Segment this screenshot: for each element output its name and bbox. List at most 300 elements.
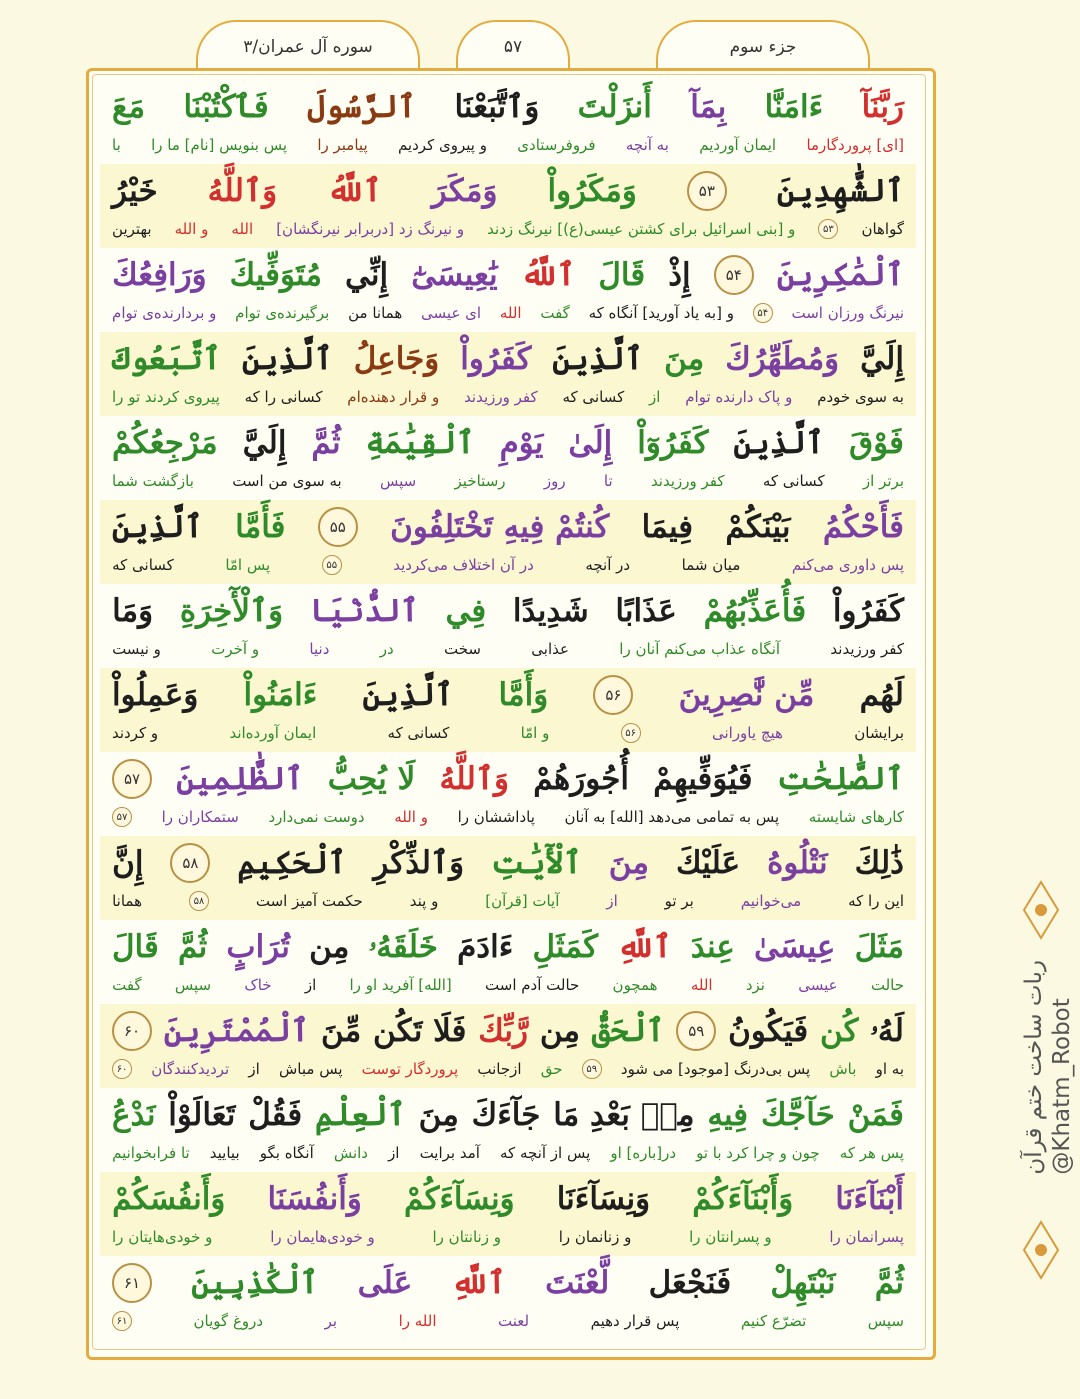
translation-word: پس مباش <box>278 1060 343 1078</box>
arabic-word: تَعَالَوْاْ <box>168 1097 236 1133</box>
arabic-word: فَٱكْتُبْنَا <box>183 89 269 125</box>
arabic-word: ٱلَّذِينَ <box>112 509 203 545</box>
translation-word: پس هر که <box>839 1144 904 1162</box>
translation-word: از <box>606 892 618 910</box>
translation-word: آمد برایت <box>419 1144 480 1162</box>
arabic-word: ٱلْمُمْتَرِينَ <box>163 1013 310 1049</box>
arabic-word: شَدِيدًا <box>512 593 589 629</box>
arabic-word: أَنزَلْتَ <box>577 89 652 125</box>
arabic-word: وَٱللَّهُ <box>439 761 509 797</box>
translation-word: الله <box>231 220 254 238</box>
translation-word: خاک <box>244 976 272 994</box>
translation-word: همانا <box>112 892 143 910</box>
arabic-word: مِن <box>309 929 350 965</box>
persian-translation <box>112 1308 904 1334</box>
arabic-word: ٱلْمَٰكِرِينَ <box>776 257 904 293</box>
persian-translation <box>112 636 904 662</box>
translation-word: پس داوری می‌کنم <box>791 556 904 574</box>
arabic-word: عِندَ <box>690 929 735 965</box>
translation-word: الله <box>690 976 713 994</box>
ayah-number-marker: ۵۹ <box>582 1059 602 1079</box>
translation-word: پس امّا <box>225 556 271 574</box>
verse-line <box>100 584 916 668</box>
arabic-word: وَنِسَآءَكُمْ <box>403 1181 515 1217</box>
persian-translation <box>112 216 904 242</box>
arabic-word: كُنتُمْ فِيهِ تَخْتَلِفُونَ <box>390 509 610 545</box>
arabic-word: مِنَ <box>664 341 705 377</box>
ayah-number-marker: ۵۵ <box>322 555 342 575</box>
arabic-word: أَبْنَآءَنَا <box>835 1181 904 1217</box>
arabic-word: وَأَنفُسَكُمْ <box>112 1181 226 1217</box>
arabic-word: بِمَآ <box>690 89 727 125</box>
arabic-word: ثُمَّ <box>874 1265 904 1301</box>
ayah-number-marker: ۵۵ <box>318 507 358 547</box>
ayah-number-marker: ۵۸ <box>170 843 210 883</box>
arabic-word: وَٱللَّهُ <box>207 173 278 209</box>
arabic-word: ٱللَّهُ <box>327 173 382 209</box>
arabic-word: تُرَابٍ <box>226 929 290 965</box>
arabic-word: ءَامَنُواْ <box>243 677 318 713</box>
arabic-text <box>112 338 904 380</box>
translation-word: گفت <box>112 976 142 994</box>
arabic-word: وَمَا <box>112 593 154 629</box>
verse-line <box>100 80 916 164</box>
arabic-word: وَمَكَرُواْ <box>547 173 637 209</box>
translation-word: و زنانتان را <box>432 1228 501 1246</box>
translation-word: حالت <box>870 976 904 994</box>
translation-word: و خودی‌هایمان را <box>270 1228 375 1246</box>
translation-word: و زنانمان را <box>558 1228 632 1246</box>
arabic-word: ٱلْحَقُّ <box>591 1013 665 1049</box>
translation-word: همچون <box>612 976 658 994</box>
surah-label: سوره آل عمران/۳ <box>196 20 420 72</box>
translation-word: کسانی که <box>387 724 450 742</box>
ayah-number-marker: ۵۷ <box>112 807 132 827</box>
translation-word: عیسی <box>798 976 838 994</box>
arabic-word: قَالَ <box>112 929 159 965</box>
watermark <box>1020 960 1076 1175</box>
translation-word: پس از آنچه که <box>500 1144 591 1162</box>
arabic-word: إِذْ <box>668 257 691 293</box>
translation-word: و قرار دهنده‌ام <box>347 388 440 406</box>
translation-word: و پسرانتان را <box>689 1228 772 1246</box>
translation-word: ازجانب <box>477 1060 522 1078</box>
arabic-word: لَهُم <box>859 677 904 713</box>
arabic-word: ٱتَّبَعُوكَ <box>112 341 222 377</box>
translation-word: الله را <box>398 1312 437 1330</box>
translation-word: بر <box>324 1312 338 1330</box>
arabic-word: كَفَرُواْ <box>832 593 904 629</box>
translation-word: کسانی که <box>562 388 625 406</box>
translation-word: و آخرت <box>211 640 260 658</box>
ayah-number-marker: ۵۹ <box>676 1011 716 1051</box>
translation-word: و [به یاد آورید] آنگاه که <box>588 304 734 322</box>
translation-word: آنگاه عذاب می‌کنم آنان را <box>619 640 781 658</box>
arabic-word: رَبَّنَآ <box>861 89 904 125</box>
verse-line <box>100 1256 916 1340</box>
arabic-word: ٱلظَّٰلِمِينَ <box>176 761 304 797</box>
arabic-word: ٱلَّذِينَ <box>552 341 644 377</box>
translation-word: در آنچه <box>585 556 631 574</box>
arabic-word: مَعَ <box>112 89 146 125</box>
translation-word: پس بی‌درنگ [موجود] می شود <box>620 1060 811 1078</box>
translation-word: پیامبر را <box>317 136 368 154</box>
ayah-number-marker: ۶۱ <box>112 1311 132 1331</box>
translation-word: با <box>112 136 121 154</box>
arabic-word: ثُمَّ <box>177 929 208 965</box>
arabic-word: فَأَحْكُمُ <box>822 509 904 545</box>
arabic-word: عَلَيْكَ <box>675 845 741 881</box>
translation-word: بر تو <box>664 892 694 910</box>
translation-word: به آنچه <box>625 136 669 154</box>
translation-word: و کردند <box>112 724 159 742</box>
arabic-word: ٱلصَّٰلِحَٰتِ <box>776 761 904 797</box>
translation-word: و پند <box>409 892 439 910</box>
translation-word: و پیروی کردیم <box>397 136 487 154</box>
arabic-word: ٱلدُّنْيَا <box>309 593 419 629</box>
arabic-word: فَأَمَّا <box>235 509 286 545</box>
ayah-number-marker: ۵۳ <box>687 171 727 211</box>
translation-word: دروغ گویان <box>193 1312 264 1330</box>
ayah-number-marker: ۵۳ <box>818 219 838 239</box>
arabic-word: ٱللَّهِ <box>617 929 672 965</box>
translation-word: کفر ورزیدند <box>650 472 725 490</box>
verse-line <box>100 668 916 752</box>
translation-word: از <box>248 1060 260 1078</box>
translation-word: ای عیسی <box>421 304 482 322</box>
verse-line <box>100 248 916 332</box>
arabic-word: مِنۢ بَعْدِ مَا <box>553 1097 695 1133</box>
arabic-word: كَمَثَلِ <box>532 929 598 965</box>
arabic-word: فَلَا تَكُن <box>372 1013 467 1049</box>
verse-line <box>100 836 916 920</box>
translation-word: برتر از <box>862 472 904 490</box>
verse-line <box>100 332 916 416</box>
translation-word: سپس <box>867 1312 904 1330</box>
arabic-word: مِنَ <box>608 845 649 881</box>
translation-word: تا <box>603 472 613 490</box>
arabic-word: ثُمَّ <box>311 425 341 461</box>
persian-translation <box>112 384 904 410</box>
verse-line <box>100 1088 916 1172</box>
arabic-word: ٱلْعِلْمِ <box>314 1097 406 1133</box>
translation-word: کسانی را که <box>244 388 323 406</box>
arabic-word: ذَٰلِكَ <box>854 845 904 881</box>
arabic-word: فِيمَا <box>641 509 694 545</box>
persian-translation <box>112 804 904 830</box>
arabic-word: وَمَكَرَ <box>431 173 498 209</box>
translation-word: و خودی‌هایتان را <box>112 1228 213 1246</box>
translation-word: برگیرنده‌ی توام <box>235 304 330 322</box>
translation-word: و بردارنده‌ی توام <box>112 304 217 322</box>
ayah-number-marker: ۶۰ <box>112 1059 132 1079</box>
juz-label: جزء سوم <box>656 20 870 72</box>
arabic-word: وَنِسَآءَنَا <box>556 1181 651 1217</box>
arabic-word: كُن <box>820 1013 859 1049</box>
arabic-text <box>112 1094 904 1136</box>
arabic-word: ٱلْأٓيَٰتِ <box>491 845 582 881</box>
translation-word: پس به تمامی می‌دهد [الله] به آنان <box>564 808 780 826</box>
arabic-word: مِّن نَّٰصِرِينَ <box>678 677 815 713</box>
translation-word: از <box>649 388 661 406</box>
arabic-word: مُتَوَفِّيكَ <box>229 257 322 293</box>
arabic-text <box>112 674 904 716</box>
arabic-word: قَالَ <box>598 257 646 293</box>
translation-word: می‌خوانیم <box>740 892 802 910</box>
arabic-word: وَجَاعِلُ <box>353 341 440 377</box>
persian-translation <box>112 1140 904 1166</box>
arabic-word: فَقُلْ <box>248 1097 303 1133</box>
translation-word: بازگشت شما <box>112 472 194 490</box>
translation-word: گفت <box>540 304 570 322</box>
arabic-word: فَيَكُونُ <box>728 1013 809 1049</box>
translation-word: تضرّع کنیم <box>740 1312 807 1330</box>
verse-line <box>100 1172 916 1256</box>
arabic-word: ٱلْقِيَٰمَةِ <box>365 425 475 461</box>
arabic-word: كَفَرُواْ <box>460 341 532 377</box>
translation-word: باش <box>829 1060 857 1078</box>
arabic-word: ٱلْحَكِيمِ <box>237 845 347 881</box>
arabic-text <box>112 1010 904 1052</box>
ayah-number-marker: ۵۶ <box>593 675 633 715</box>
arabic-word: مِنَ <box>418 1097 459 1133</box>
arabic-text <box>112 758 904 800</box>
translation-word: سخت <box>443 640 481 658</box>
arabic-text <box>112 506 904 548</box>
arabic-word: رَّبِّكَ <box>478 1013 528 1049</box>
arabic-word: جَآءَكَ <box>471 1097 541 1133</box>
arabic-word: لَّعْنَتَ <box>545 1265 610 1301</box>
translation-word: دنیا <box>309 640 330 658</box>
verse-lines <box>100 80 916 1340</box>
arabic-word: وَأَمَّا <box>498 677 549 713</box>
translation-word: به سوی من است <box>232 472 342 490</box>
arabic-word: وَأَبْنَآءَكُمْ <box>692 1181 794 1217</box>
watermark-line2: @Khatm_Robot <box>1049 998 1075 1175</box>
arabic-word: لَهُۥ <box>870 1012 904 1049</box>
arabic-word: كَفَرُوٓاْ <box>637 425 709 461</box>
persian-translation <box>112 972 904 998</box>
arabic-word: ٱلَّذِينَ <box>241 341 333 377</box>
translation-word: به او <box>875 1060 904 1078</box>
arabic-word: أُجُورَهُمْ <box>533 761 630 797</box>
translation-word: رستاخیز <box>454 472 506 490</box>
translation-word: بیایید <box>209 1144 240 1162</box>
arabic-word: وَٱتَّبَعْنَا <box>454 89 540 125</box>
arabic-word: مَثَلَ <box>854 929 904 965</box>
page-number: ۵۷ <box>456 20 570 72</box>
translation-word: و الله <box>174 220 209 238</box>
arabic-word: وَٱلْأٓخِرَةِ <box>179 593 284 629</box>
translation-word: فروفرستادی <box>517 136 596 154</box>
arabic-word: ٱللَّهِ <box>451 1265 506 1301</box>
ayah-number-marker: ۶۱ <box>112 1263 152 1303</box>
translation-word: کفر ورزیدند <box>464 388 538 406</box>
ayah-number-marker: ۵۷ <box>112 759 152 799</box>
arabic-word: ٱلْكَٰذِبِينَ <box>191 1265 319 1301</box>
translation-word: تردیدکنندگان <box>151 1060 230 1078</box>
persian-translation <box>112 300 904 326</box>
arabic-word: خَلَقَهُۥ <box>368 928 438 965</box>
translation-word: و الله <box>394 808 428 826</box>
arabic-word: وَعَمِلُواْ <box>112 677 199 713</box>
arabic-word: ءَامَنَّا <box>764 89 824 125</box>
translation-word: و پاک دارنده توام <box>685 388 793 406</box>
verse-line <box>100 164 916 248</box>
translation-word: الله <box>499 304 522 322</box>
ornament-icon <box>1022 880 1060 940</box>
arabic-text <box>112 1262 904 1304</box>
translation-word: پسرانمان را <box>829 1228 904 1246</box>
arabic-word: وَأَنفُسَنَا <box>267 1181 362 1217</box>
arabic-word: يَٰعِيسَىٰٓ <box>411 257 498 293</box>
translation-word: و نیست <box>112 640 161 658</box>
arabic-word: خَيْرُ <box>112 173 158 209</box>
arabic-text <box>112 170 904 212</box>
translation-word: آیات [قرآن] <box>485 892 560 910</box>
ayah-number-marker: ۶۰ <box>112 1011 152 1051</box>
arabic-word: إِلَىٰ <box>568 425 613 461</box>
arabic-word: مِن <box>539 1013 581 1049</box>
ayah-number-marker: ۵۴ <box>714 255 754 295</box>
arabic-word: بَيْنَكُمْ <box>725 509 791 545</box>
arabic-word: نَبْتَهِلْ <box>770 1265 836 1301</box>
arabic-word: فَأُعَذِّبُهُمْ <box>703 593 807 629</box>
arabic-word: عِيسَىٰ <box>754 929 836 965</box>
translation-word: در <box>379 640 394 658</box>
translation-word: کفر ورزیدند <box>830 640 904 658</box>
arabic-text <box>112 254 904 296</box>
translation-word: ایمان آورده‌اند <box>229 724 317 742</box>
arabic-word: فِي <box>445 593 487 629</box>
translation-word: از <box>388 1144 400 1162</box>
arabic-word: عَذَابًا <box>615 593 677 629</box>
translation-word: از <box>304 976 317 994</box>
arabic-word: فِيهِ <box>707 1097 749 1133</box>
translation-word: سپس <box>174 976 212 994</box>
ornament-icon <box>1022 1220 1060 1280</box>
arabic-text <box>112 1178 904 1220</box>
ayah-number-marker: ۵۶ <box>621 723 641 743</box>
translation-word: و امّا <box>520 724 550 742</box>
arabic-word: إِلَيَّ <box>860 341 904 377</box>
translation-word: به سوی خودم <box>817 388 904 406</box>
arabic-word: ٱللَّهُ <box>520 257 576 293</box>
translation-word: [ای] پروردگارما <box>806 136 904 154</box>
arabic-text <box>112 842 904 884</box>
arabic-word: مِّنَ <box>320 1013 362 1049</box>
arabic-text <box>112 422 904 464</box>
arabic-word: إِنَّ <box>112 845 144 881</box>
translation-word: این را که <box>848 892 904 910</box>
arabic-word: وَمُطَهِّرُكَ <box>725 341 840 377</box>
arabic-word: يَوْمِ <box>499 425 544 461</box>
translation-word: حق <box>540 1060 563 1078</box>
arabic-word: إِلَيَّ <box>242 425 287 461</box>
translation-word: سپس <box>380 472 417 490</box>
verse-line <box>100 416 916 500</box>
arabic-word: فَوْقَ <box>849 425 904 461</box>
translation-word: ستمکاران را <box>161 808 239 826</box>
verse-line <box>100 752 916 836</box>
translation-word: در[باره] او <box>610 1144 677 1162</box>
translation-word: پیروی کردند تو را <box>112 388 220 406</box>
arabic-word: حَآجَّكَ <box>760 1097 835 1133</box>
ayah-number-marker: ۵۸ <box>189 891 209 911</box>
translation-word: میان شما <box>681 556 741 574</box>
translation-word: گواهان <box>861 220 904 238</box>
translation-word: پس بنویس [نام] ما را <box>151 136 287 154</box>
verse-line <box>100 1004 916 1088</box>
translation-word: پروردگار توست <box>361 1060 459 1078</box>
translation-word: و [بنی اسرائیل برای کشتن عیسی(ع)] نیرنگ زدند <box>487 220 796 238</box>
persian-translation <box>112 132 904 158</box>
arabic-word: ٱلَّذِينَ <box>362 677 454 713</box>
persian-translation <box>112 888 904 914</box>
translation-word: دانش <box>333 1144 368 1162</box>
translation-word: لعنت <box>498 1312 530 1330</box>
persian-translation <box>112 720 904 746</box>
arabic-word: نَتْلُوهُ <box>767 845 828 881</box>
translation-word: پاداششان را <box>457 808 535 826</box>
translation-word: کسانی که <box>112 556 174 574</box>
translation-word: دوست نمی‌دارد <box>268 808 365 826</box>
arabic-word: وَرَافِعُكَ <box>112 257 207 293</box>
arabic-word: فَيُوَفِّيهِمْ <box>653 761 753 797</box>
arabic-word: ٱلشَّٰهِدِينَ <box>776 173 904 209</box>
arabic-word: وَٱلذِّكْرِ <box>373 845 465 881</box>
arabic-word: ٱلرَّسُولَ <box>307 89 417 125</box>
ayah-number-marker: ۵۴ <box>753 303 773 323</box>
arabic-word: لَا يُحِبُّ <box>327 761 416 797</box>
translation-word: کارهای شایسته <box>808 808 904 826</box>
translation-word: برایشان <box>854 724 904 742</box>
arabic-word: ٱلَّذِينَ <box>733 425 825 461</box>
arabic-text <box>112 86 904 128</box>
arabic-word: فَنَجْعَل <box>648 1265 732 1301</box>
arabic-word: ءَادَمَ <box>457 929 514 965</box>
arabic-word: فَمَنْ <box>847 1097 904 1133</box>
arabic-text <box>112 926 904 968</box>
arabic-word: عَلَى <box>357 1265 413 1301</box>
translation-word: چون و چرا کرد با تو <box>696 1144 820 1162</box>
verse-line <box>100 920 916 1004</box>
translation-word: در آن اختلاف می‌کردید <box>393 556 534 574</box>
translation-word: پس قرار دهیم <box>590 1312 680 1330</box>
translation-word: نیرنگ ورزان است <box>791 304 904 322</box>
translation-word: روز <box>543 472 566 490</box>
persian-translation <box>112 468 904 494</box>
translation-word: ایمان آوردیم <box>699 136 777 154</box>
translation-word: تا فرابخوانیم <box>112 1144 190 1162</box>
arabic-word: مَرْجِعُكُمْ <box>112 425 218 461</box>
translation-word: هیچ یاورانی <box>711 724 783 742</box>
translation-word: بهترین <box>112 220 152 238</box>
translation-word: کسانی که <box>762 472 825 490</box>
arabic-text <box>112 590 904 632</box>
watermark-line1: ربات ساخت ختم قرآن <box>1021 960 1047 1175</box>
translation-word: نزد <box>745 976 765 994</box>
translation-word: حکمت آمیز است <box>255 892 363 910</box>
arabic-word: نَدْعُ <box>112 1097 156 1133</box>
translation-word: حالت آدم است <box>485 976 580 994</box>
persian-translation <box>112 1224 904 1250</box>
translation-word: [الله] آفرید او را <box>349 976 452 994</box>
persian-translation <box>112 552 904 578</box>
verse-line <box>100 500 916 584</box>
persian-translation <box>112 1056 904 1082</box>
translation-word: آنگاه بگو <box>259 1144 314 1162</box>
